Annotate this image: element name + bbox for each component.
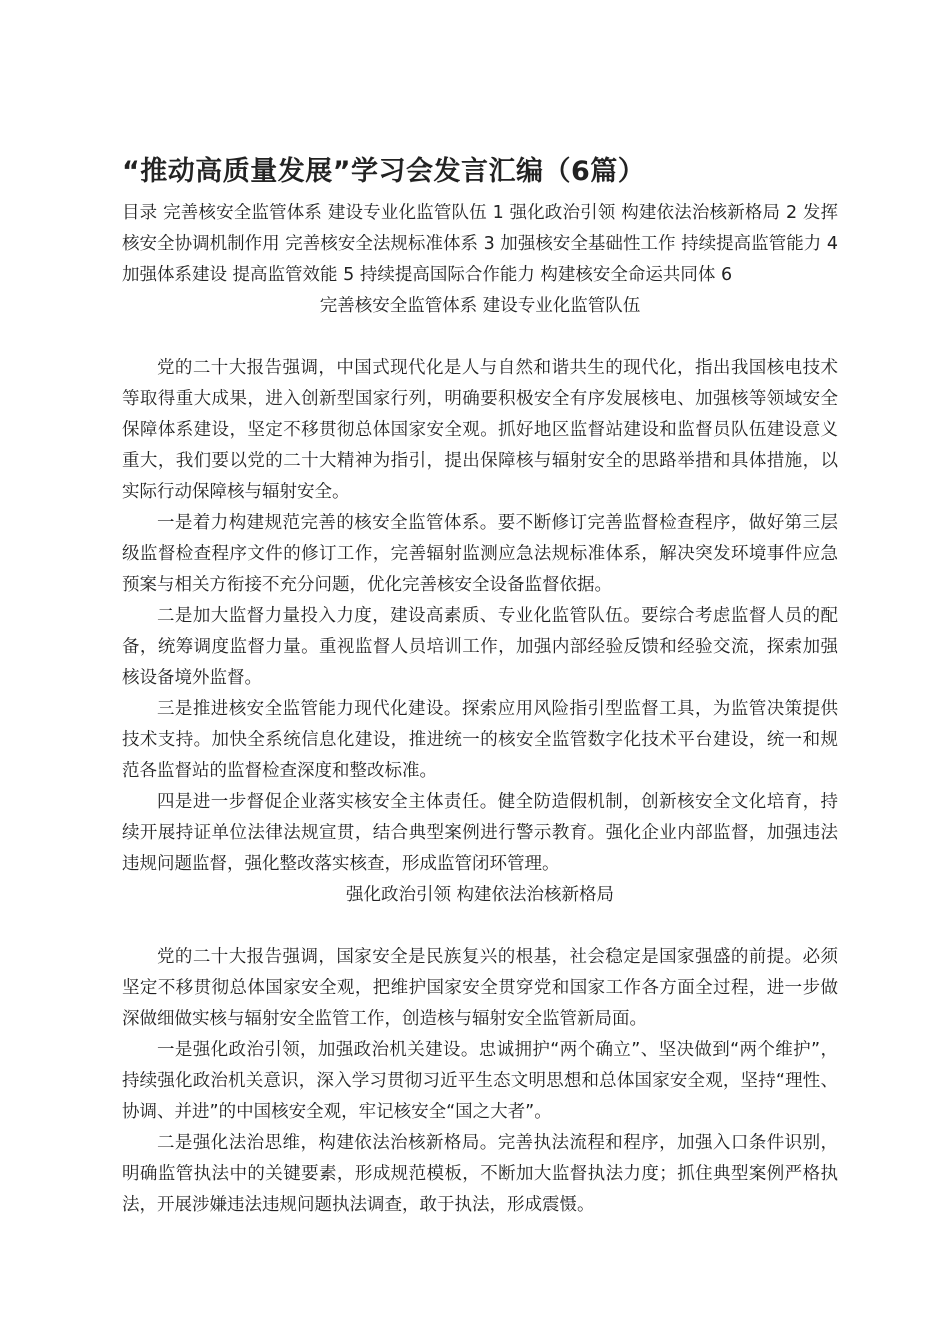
section-heading: 完善核安全监管体系 建设专业化监管队伍 bbox=[319, 296, 641, 316]
document-title: “推动高质量发展”学习会发言汇编（6篇） bbox=[122, 156, 646, 187]
paragraph: 党的二十大报告强调，中国式现代化是人与自然和谐共生的现代化，指出我国核电技术等取得重大成果，进入创新型国家行列，明确要积极安全有序发展核电、加强核等领域安全保障体系建设，坚定不移贯彻总体国家安全观。抓好地区监督站建设和监督员队伍建设意义重大，我们要以党的二十大精神为指引，提出保障核与辐射安全的思路举措和具体措施，以实际行动保障核与辐射安全。 bbox=[122, 358, 838, 502]
table-of-contents: 目录 完善核安全监管体系 建设专业化监管队伍 1 强化政治引领 构建依法治核新格局 2 发挥核安全协调机制作用 完善核安全法规标准体系 3 加强核安全基础性工作 持续提高监管能力 4 加强体系建设 提高监管效能 5 持续提高国际合作能力 构建核安全命运共同体 6 bbox=[122, 203, 838, 285]
section-heading: 强化政治引领 构建依法治核新格局 bbox=[345, 885, 615, 905]
blank-line bbox=[122, 911, 838, 942]
blank-line bbox=[122, 322, 838, 353]
section-1 bbox=[122, 291, 838, 880]
paragraph: 一是着力构建规范完善的核安全监管体系。要不断修订完善监督检查程序，做好第三层级监督检查程序文件的修订工作，完善辐射监测应急法规标准体系，解决突发环境事件应急预案与相关方衔接不充分问题，优化完善核安全设备监督依据。 bbox=[122, 513, 838, 595]
paragraph: 二是强化法治思维，构建依法治核新格局。完善执法流程和程序，加强入口条件识别，明确监管执法中的关键要素，形成规范模板，不断加大监督执法力度；抓住典型案例严格执法，开展涉嫌违法违规问题执法调查，敢于执法，形成震慑。 bbox=[122, 1133, 838, 1215]
paragraph: 三是推进核安全监管能力现代化建设。探索应用风险指引型监督工具，为监管决策提供技术支持。加快全系统信息化建设，推进统一的核安全监管数字化技术平台建设，统一和规范各监督站的监督检查深度和整改标准。 bbox=[122, 699, 838, 781]
paragraph: 四是进一步督促企业落实核安全主体责任。健全防造假机制，创新核安全文化培育，持续开展持证单位法律法规宣贯，结合典型案例进行警示教育。强化企业内部监督，加强违法违规问题监督，强化整改落实核查，形成监管闭环管理。 bbox=[122, 792, 838, 874]
paragraph: 党的二十大报告强调，国家安全是民族复兴的根基，社会稳定是国家强盛的前提。必须坚定不移贯彻总体国家安全观，把维护国家安全贯穿党和国家工作各方面全过程，进一步做深做细做实核与辐射安全监管工作，创造核与辐射安全监管新局面。 bbox=[122, 947, 838, 1029]
paragraph: 二是加大监督力量投入力度，建设高素质、专业化监管队伍。要综合考虑监督人员的配备，统筹调度监督力量。重视监督人员培训工作，加强内部经验反馈和经验交流，探索加强核设备境外监督。 bbox=[122, 606, 838, 688]
paragraph: 一是强化政治引领，加强政治机关建设。忠诚拥护“两个确立”、坚决做到“两个维护”，持续强化政治机关意识，深入学习贯彻习近平生态文明思想和总体国家安全观，坚持“理性、协调、并进”的中国核安全观，牢记核安全“国之大者”。 bbox=[122, 1040, 838, 1122]
section-2 bbox=[122, 880, 838, 1221]
document-page bbox=[122, 150, 838, 1221]
